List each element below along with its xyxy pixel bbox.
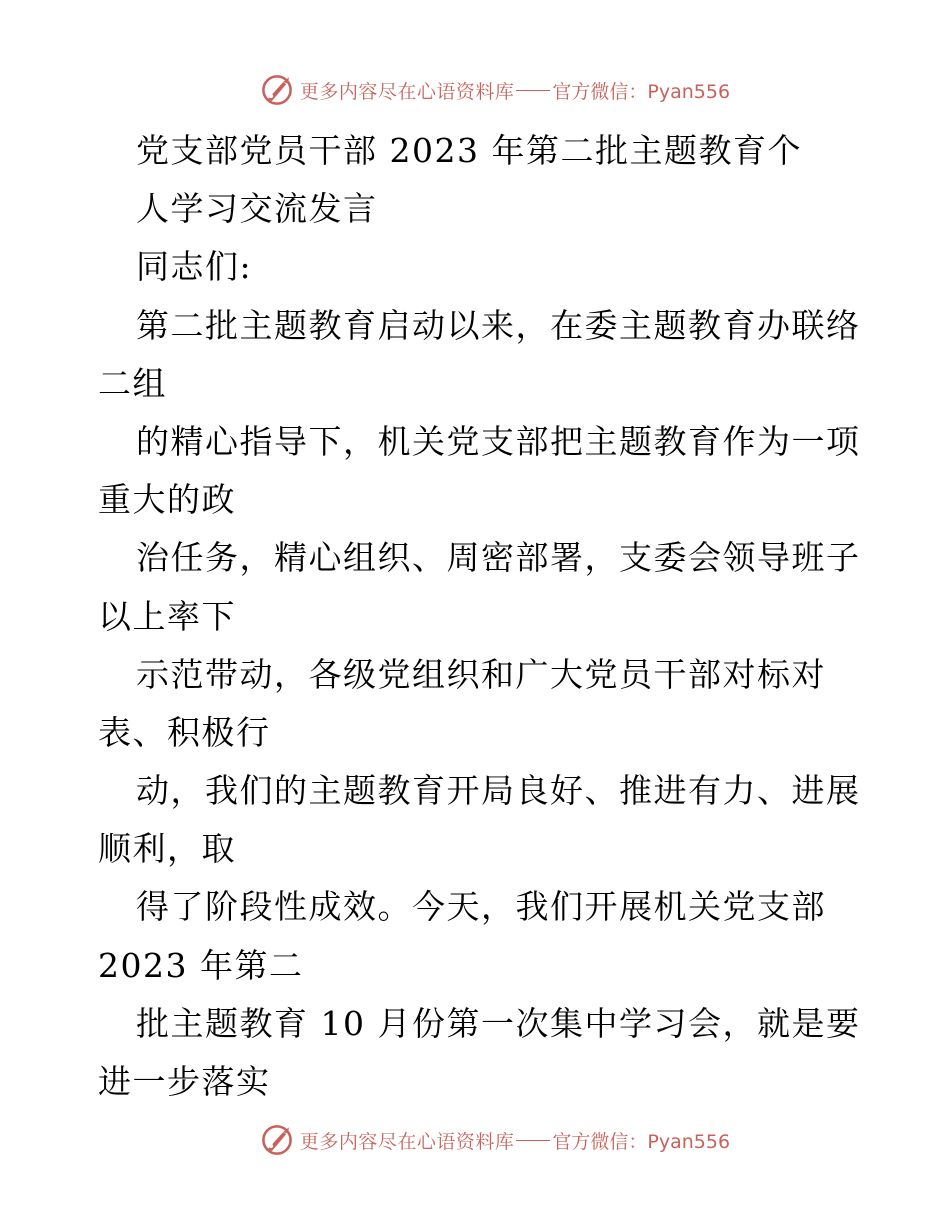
watermark-tail-text: 官方微信：Pyan556 bbox=[552, 80, 731, 103]
text-line: 以上率下 bbox=[98, 596, 236, 636]
text-line: 批主题教育 10 月份第一次集中学习会，就是要 bbox=[136, 1003, 861, 1043]
text-line: 党支部党员干部 2023 年第二批主题教育个 bbox=[136, 131, 802, 170]
text-line: 2023 年第二 bbox=[98, 945, 304, 985]
text-line: 示范带动，各级党组织和广大党员干部对标对 bbox=[136, 654, 826, 694]
watermark-content bbox=[260, 73, 730, 107]
quill-pen-logo-icon bbox=[260, 1123, 294, 1157]
watermark-dash bbox=[516, 90, 550, 91]
text-line: 同志们: bbox=[136, 247, 253, 287]
text-line: 进一步落实 bbox=[98, 1062, 271, 1101]
quill-pen-logo-icon bbox=[260, 73, 294, 107]
watermark-content bbox=[260, 1123, 730, 1157]
document-body bbox=[98, 122, 861, 1111]
text-line: 第二批主题教育启动以来，在委主题教育办联络 bbox=[136, 305, 861, 345]
text-line: 表、积极行 bbox=[98, 712, 271, 752]
text-line: 的精心指导下，机关党支部把主题教育作为一项 bbox=[136, 421, 861, 461]
watermark-tail-text: 官方微信：Pyan556 bbox=[552, 1130, 731, 1153]
watermark-dash bbox=[516, 1140, 550, 1141]
text-line: 人学习交流发言 bbox=[136, 189, 378, 229]
watermark-lead-text: 更多内容尽在心语资料库 bbox=[299, 80, 515, 103]
text-line: 动，我们的主题教育开局良好、推进有力、进展 bbox=[136, 771, 861, 811]
text-line: 顺利，取 bbox=[98, 829, 236, 869]
text-line: 得了阶段性成效。今天，我们开展机关党支部 bbox=[136, 887, 826, 927]
text-line: 重大的政 bbox=[98, 480, 236, 520]
watermark-banner-top bbox=[0, 70, 950, 110]
watermark-banner-bottom bbox=[0, 1120, 950, 1160]
watermark-lead-text: 更多内容尽在心语资料库 bbox=[299, 1130, 515, 1153]
text-line: 二组 bbox=[98, 363, 167, 403]
text-line: 治任务，精心组织、周密部署，支委会领导班子 bbox=[136, 538, 861, 578]
